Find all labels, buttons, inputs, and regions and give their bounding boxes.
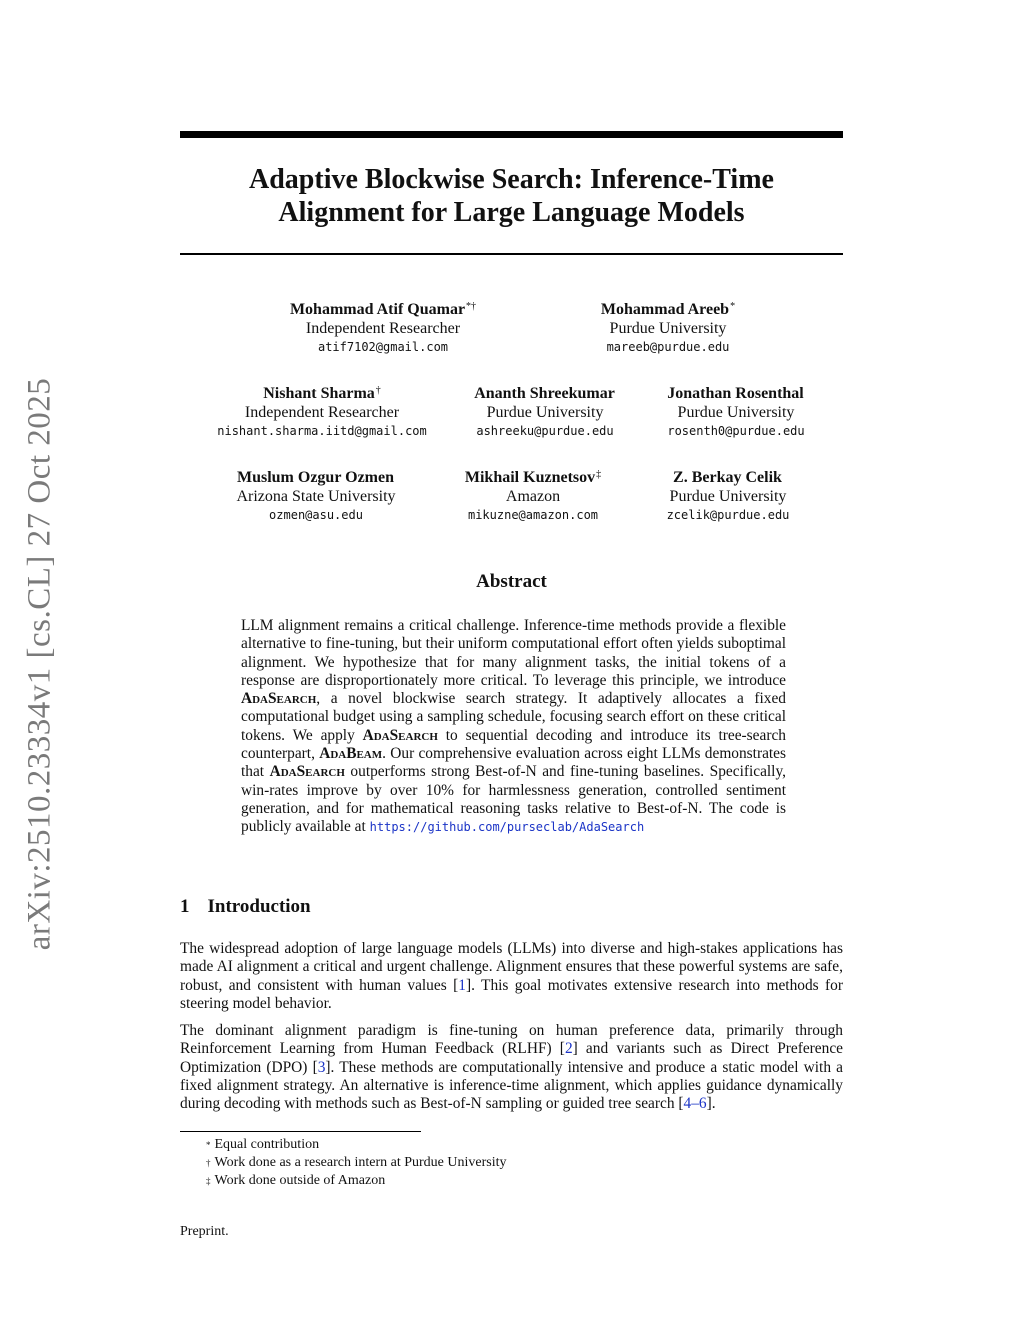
author-affiliation: Independent Researcher (244, 404, 400, 421)
author-name: Mohammad Atif Quamar*† (289, 301, 477, 318)
author-email[interactable]: mikuzne@amazon.com (467, 508, 599, 522)
author-email[interactable]: ozmen@asu.edu (269, 508, 363, 522)
author-email[interactable]: ashreeku@purdue.edu (476, 424, 614, 438)
author-email[interactable]: rosenth0@purdue.edu (667, 424, 805, 438)
citation-link[interactable]: 3 (317, 1058, 326, 1076)
author-name: Ananth Shreekumar (474, 385, 615, 402)
author-name: Muslum Ozgur Ozmen (236, 469, 395, 486)
title-line-2: Alignment for Large Language Models (278, 197, 745, 228)
author-block (217, 384, 427, 440)
preprint-label: Preprint. (180, 1224, 229, 1239)
title-top-rule (180, 131, 843, 138)
author-block (290, 300, 476, 356)
author-email[interactable]: zcelik@purdue.edu (666, 508, 790, 522)
author-block (667, 468, 790, 524)
author-affiliation: Amazon (505, 488, 561, 505)
method-name: AdaSearch (241, 690, 317, 708)
title-bottom-rule (180, 253, 843, 255)
author-affiliation: Independent Researcher (305, 320, 461, 337)
method-name: AdaSearch (362, 726, 438, 744)
author-name: Nishant Sharma† (263, 385, 381, 402)
abstract-body: LLM alignment remains a critical challenge. Inference-time methods provide a flexible alternative to fine-tuning, but their uniform computational effort often yields suboptimal alignment. We hypothesize that for many alignment tasks, the initial tokens of a response are disproportionately more critical. To leverage this principle, we introduce AdaSearch, a novel blockwise search strategy. It adaptively allocates a fixed computational budget using a sampling schedule, focusing search effort on these critical tokens. We apply AdaSearch to sequential decoding and introduce its tree-search counterpart, AdaBeam. Our comprehensive evaluation across eight LLMs demonstrates that AdaSearch outperforms strong Best-of-N and fine-tuning baselines. Specifically, win-rates improve by over 10% for harmlessness generation, controlled sentiment generation, and for mathematical reasoning tasks relative to Best-of-N. The code is publicly available at https://github.com/purseclab/AdaSearch (241, 617, 786, 836)
citation-link[interactable]: 1 (458, 976, 466, 994)
author-email[interactable]: atif7102@gmail.com (317, 340, 449, 354)
footnote-rule (180, 1131, 421, 1132)
author-block (601, 300, 735, 356)
author-name: Mikhail Kuznetsov‡ (464, 469, 602, 486)
author-affiliation: Purdue University (486, 404, 604, 421)
author-block (236, 468, 395, 524)
citation-link[interactable]: 4–6 (683, 1095, 707, 1113)
code-repository-link[interactable]: https://github.com/purseclab/AdaSearch (369, 820, 645, 835)
section-heading-introduction: 1 Introduction (180, 896, 311, 917)
footnote: ‡ Work done outside of Amazon (206, 1173, 386, 1188)
author-affiliation: Arizona State University (236, 488, 396, 505)
footnote: † Work done as a research intern at Purdue University (206, 1155, 507, 1170)
author-email[interactable]: nishant.sharma.iitd@gmail.com (217, 424, 427, 438)
arxiv-identifier-stamp: arXiv:2510.23334v1 [cs.CL] 27 Oct 2025 (21, 377, 58, 951)
author-name: Jonathan Rosenthal (667, 385, 804, 402)
paper-title (180, 163, 843, 229)
author-block (474, 384, 616, 440)
intro-paragraph-1: The widespread adoption of large language models (LLMs) into diverse and high-stakes applications has made AI alignment a critical and urgent challenge. Alignment ensures that these powerful systems are safe, robust, and consistent with human values [1]. This goal motivates extensive research into methods for steering model behavior. (180, 940, 843, 1012)
author-block (465, 468, 601, 524)
footnotes (206, 1136, 507, 1190)
intro-paragraph-2: The dominant alignment paradigm is fine-tuning on human preference data, primarily through Reinforcement Learning from Human Feedback (RLHF) [2] and variants such as Direct Preference Optimization (DPO) [3]. These methods are computationally intensive and produce a static model with a fixed alignment strategy. An alternative is inference-time alignment, which applies guidance dynamically during decoding with methods such as Best-of-N sampling or guided tree search [4–6]. (180, 1022, 844, 1113)
author-affiliation: Purdue University (609, 320, 727, 337)
author-email[interactable]: mareeb@purdue.edu (606, 340, 730, 354)
author-name: Mohammad Areeb* (600, 301, 736, 318)
abstract-heading: Abstract (476, 571, 547, 592)
footnote: * Equal contribution (206, 1137, 320, 1152)
author-name: Z. Berkay Celik (673, 469, 782, 486)
author-block (667, 384, 804, 440)
beam-method-name: AdaBeam (319, 745, 383, 763)
author-affiliation: Purdue University (677, 404, 795, 421)
author-affiliation: Purdue University (669, 488, 787, 505)
title-line-1: Adaptive Blockwise Search: Inference-Time (249, 164, 774, 195)
method-name: AdaSearch (269, 763, 345, 781)
citation-link[interactable]: 2 (564, 1040, 573, 1058)
